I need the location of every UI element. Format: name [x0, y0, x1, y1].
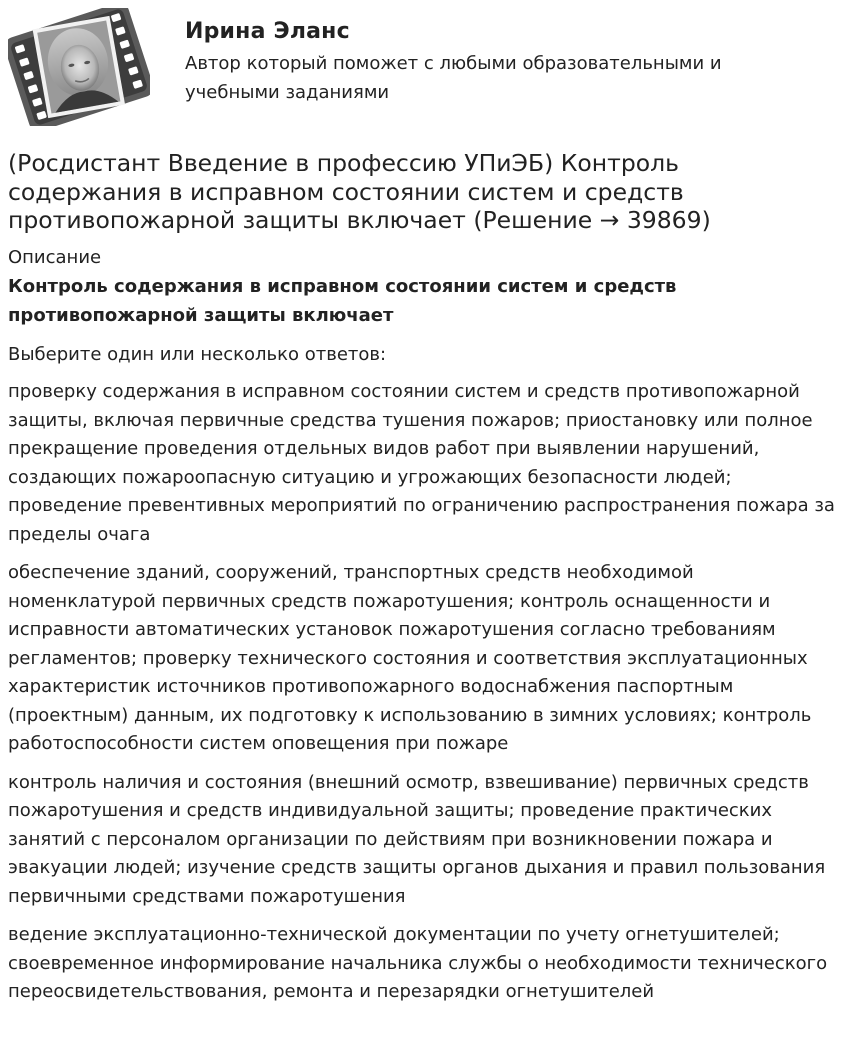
author-description: Автор который поможет с любыми образовательными и учебными заданиями: [185, 53, 722, 103]
page-title: (Росдистант Введение в профессию УПиЭБ) Контроль содержания в исправном состоянии систем и средств противопожарной защиты включает (Решение → 39869): [8, 149, 711, 234]
question-text: Контроль содержания в исправном состоянии систем и средств противопожарной защиты включает: [8, 276, 677, 326]
answer-option-4: ведение эксплуатационно-технической документации по учету огнетушителей; своевременное информирование начальника службы о необходимости технического переосвидетельствования, ремонта и перезарядки огнетушителей: [8, 924, 828, 1002]
answer-option-3: контроль наличия и состояния (внешний осмотр, взвешивание) первичных средств пожаротушения и средств индивидуальной защиты; проведение практических занятий с персоналом организации по действиям при возникновении пожара и эвакуации людей; изучение средств защиты органов дыхания и правил пользования первичными средствами пожаротушения: [8, 771, 826, 907]
film-frame-avatar-image: [8, 8, 150, 126]
author-avatar[interactable]: [8, 8, 150, 126]
author-name[interactable]: Ирина Эланс: [185, 19, 350, 44]
description-label: Описание: [8, 247, 102, 268]
author-card: [8, 8, 838, 128]
answer-option-2: обеспечение зданий, сооружений, транспортных средств необходимой номенклатурой первичных средств пожаротушения; контроль оснащенности и исправности автоматических установок пожаротушения согласно требованиям регламентов; проверку технического состояния и соответствия эксплуатационных характеристик источников противопожарного водоснабжения паспортным (проектным) данным, их подготовку к использованию в зимних условиях; контроль работоспособности систем оповещения при пожаре: [8, 562, 812, 754]
answer-instruction: Выберите один или несколько ответов:: [8, 344, 387, 365]
answer-list: [8, 378, 844, 1017]
answer-option-1: проверку содержания в исправном состоянии систем и средств противопожарной защиты, включая первичные средства тушения пожаров; приостановку или полное прекращение проведения отдельных видов работ при выявлении нарушений, создающих пожароопасную ситуацию и угрожающих безопасности людей; проведение превентивных мероприятий по ограничению распространения пожара за пределы очага: [8, 381, 835, 545]
